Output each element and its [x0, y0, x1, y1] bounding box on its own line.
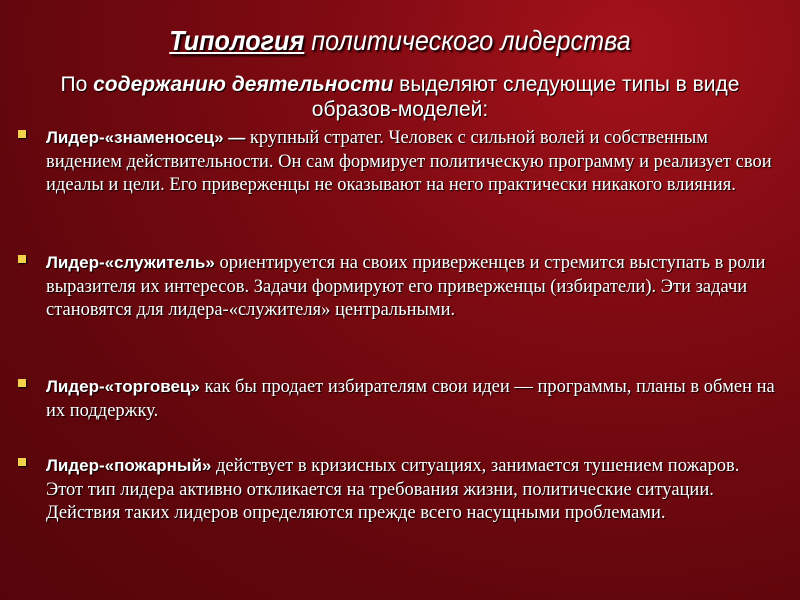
bullet-icon [18, 379, 26, 387]
bullet-icon [18, 458, 26, 466]
list-item-standard-bearer [46, 126, 781, 198]
title-emphasis: Типология [169, 25, 305, 56]
item-lead: Лидер-«пожарный» [46, 456, 212, 475]
bullet-icon [18, 255, 26, 263]
subtitle-prefix: По [60, 73, 94, 96]
list-item-servant [46, 251, 781, 323]
item-lead: Лидер-«служитель» [46, 253, 215, 272]
list-item-firefighter [46, 454, 781, 526]
item-lead: Лидер-«торговец» [46, 377, 200, 396]
bullet-icon [18, 130, 26, 138]
title-rest: политического лидерства [304, 25, 631, 56]
item-text: как бы продает избирателям свои идеи — программы, планы в обмен на их поддержку. [46, 377, 775, 421]
subtitle-rest: выделяют следующие типы в виде образов-моделей: [311, 73, 740, 121]
item-text: крупный стратег. Человек с сильной волей и собственным видением действительности. Он сам формирует политическую программу и реализует свои идеалы и цели. Его приверженцы не оказывают на него практически никакого влияния. [46, 128, 772, 195]
item-text: действует в кризисных ситуациях, занимается тушением пожаров. Этот тип лидера активно откликается на требования жизни, политические ситуации. Действия таких лидеров определяются прежде всего насущными проблемами. [46, 456, 740, 523]
list-item-trader [46, 375, 781, 423]
item-text: ориентируется на своих приверженцев и стремится выступать в роли выразителя их интересов. Задачи формируют его приверженцы (избиратели). Эти задачи становятся для лидера-«служителя» центральными. [46, 253, 766, 320]
subtitle-emphasis: содержанию деятельности [93, 73, 394, 96]
item-lead: Лидер-«знаменосец» — [46, 128, 246, 147]
